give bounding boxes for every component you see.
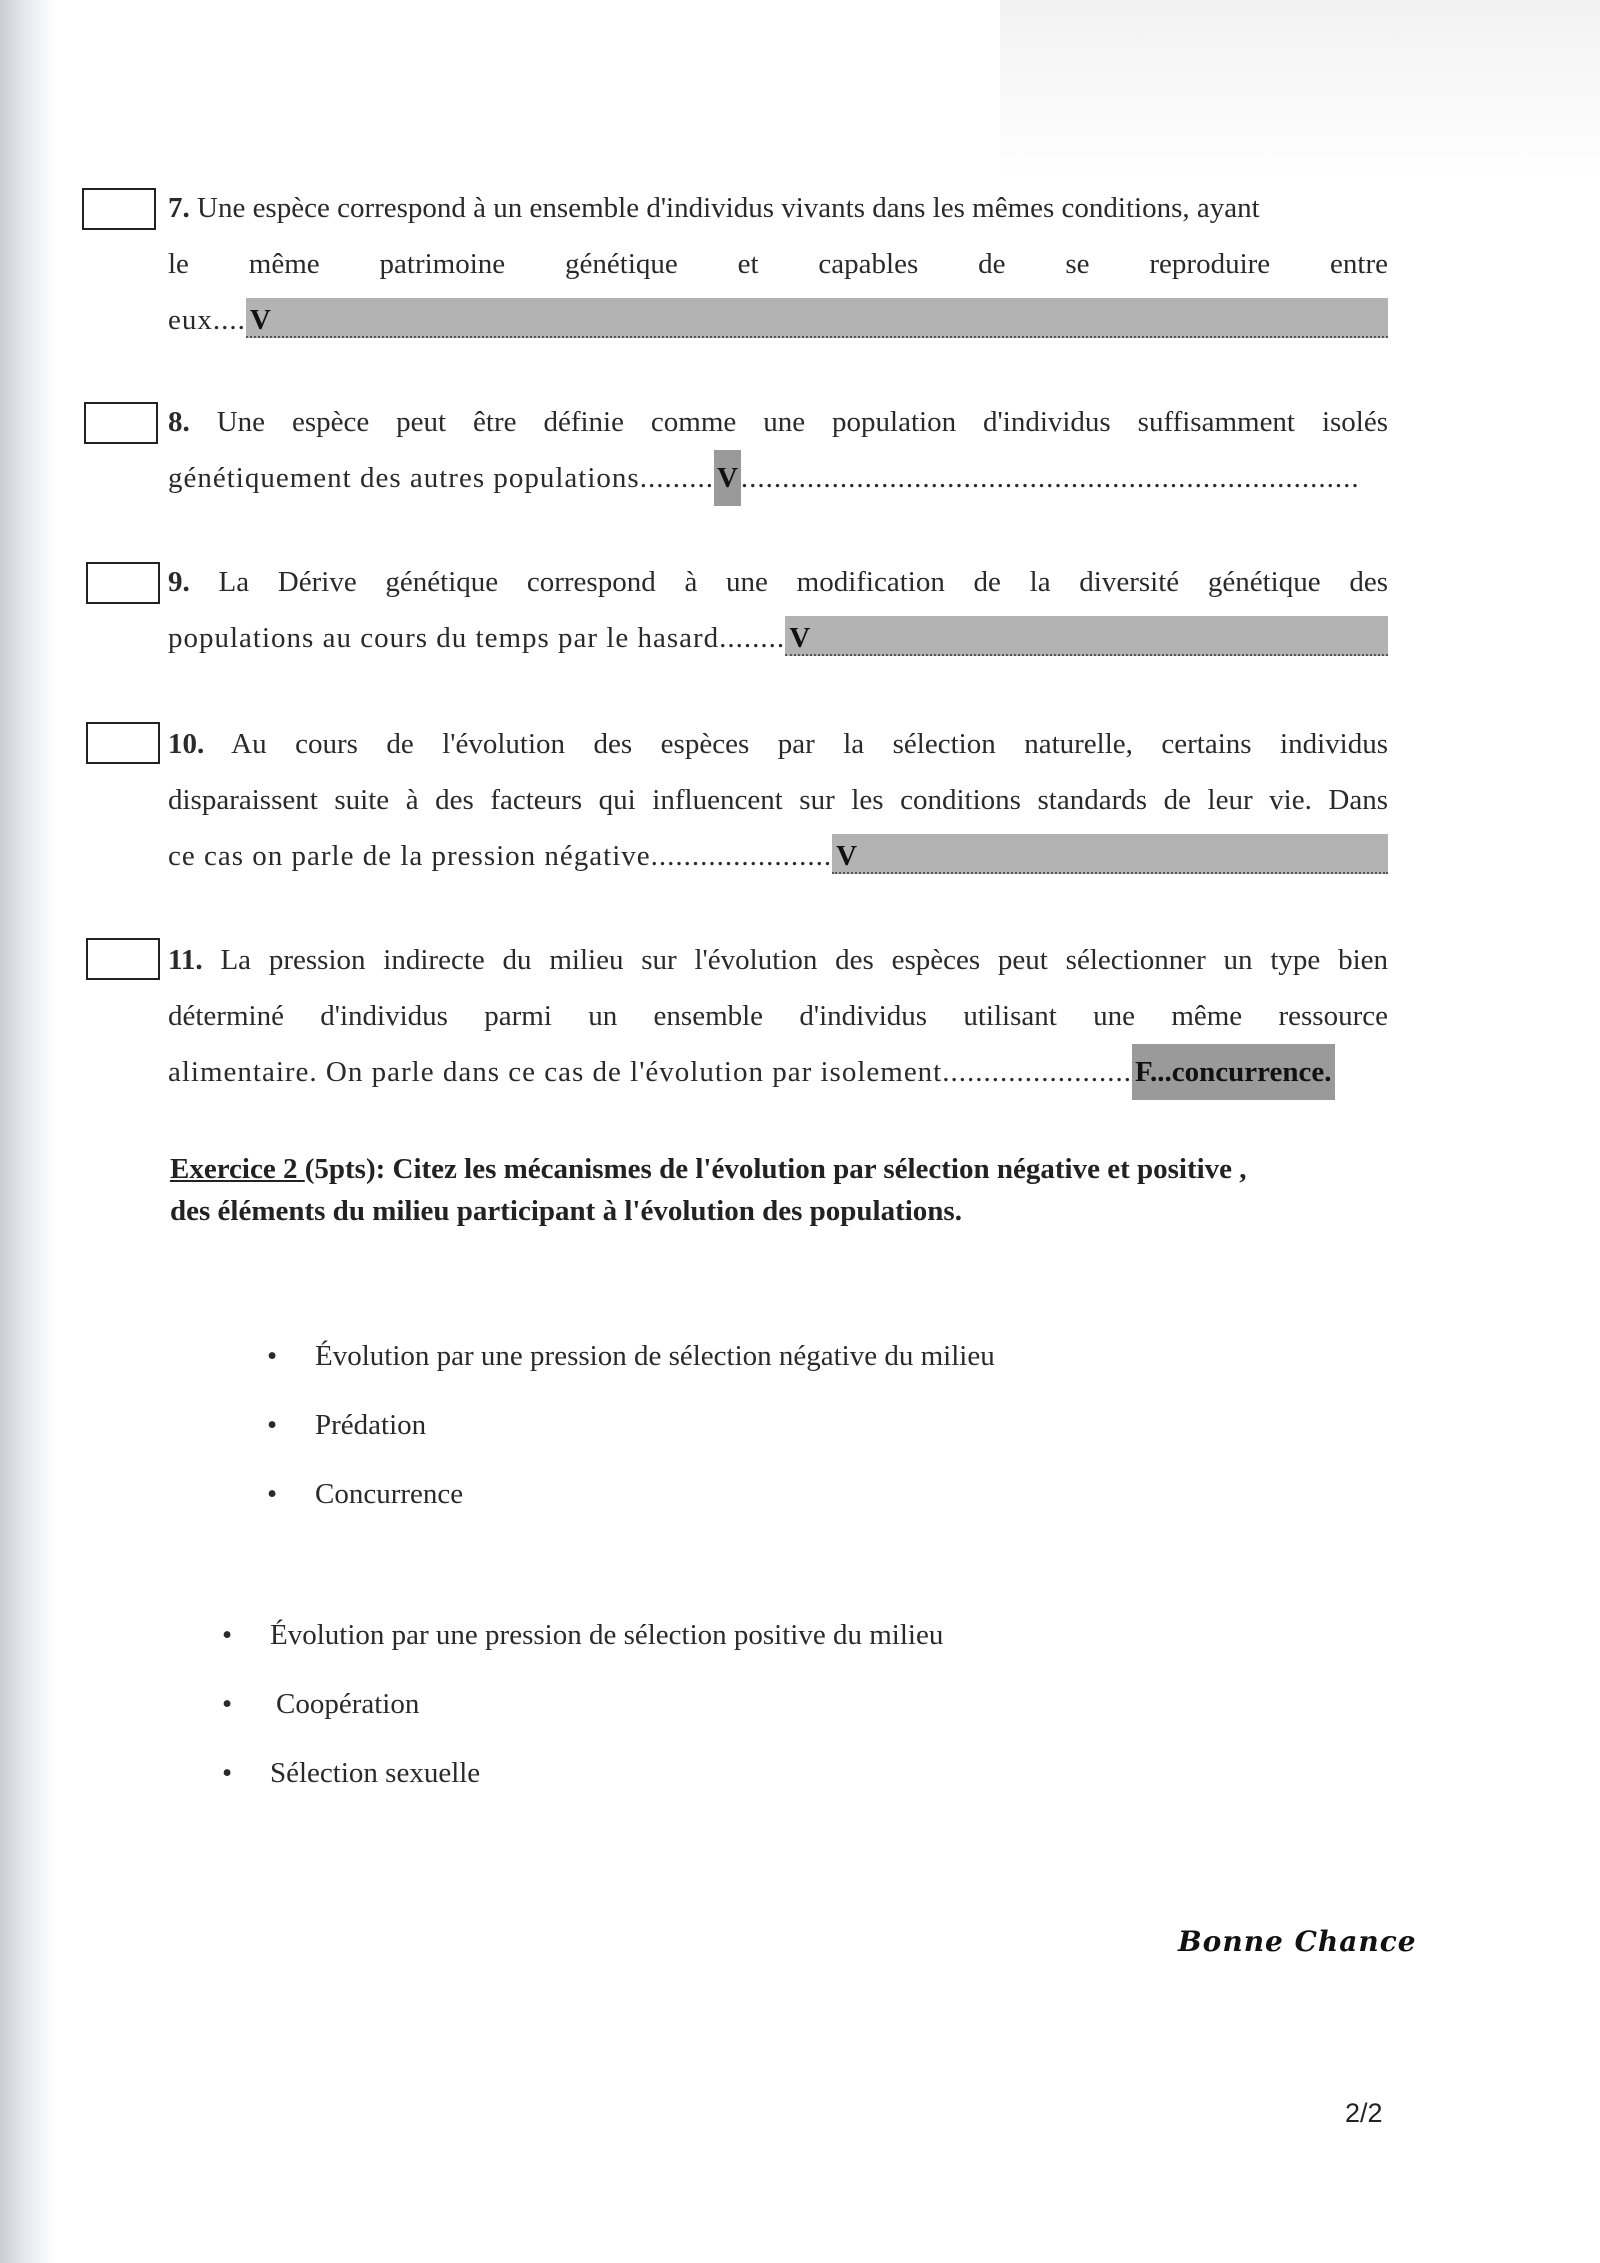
answer-highlight: V [714, 450, 741, 506]
bullet-icon: • [222, 1688, 233, 1720]
list-item: • Concurrence [267, 1460, 995, 1529]
question-number: 8. [168, 406, 190, 438]
question-8 [168, 394, 1388, 506]
answer-highlight: V [832, 834, 1388, 874]
question-10-line2: disparaissent suite à des facteurs qui influencent sur les conditions standards de leur vie. Dans [168, 784, 1388, 816]
answer-highlight: V [785, 616, 1388, 656]
question-9-line1: 9. La Dérive génétique correspond à une modification de la diversité génétique des [168, 566, 1388, 598]
question-number: 9. [168, 566, 190, 598]
question-7-line1: 7. Une espèce correspond à un ensemble d'individus vivants dans les mêmes conditions, ayant [168, 192, 1260, 224]
exercise-2-title: Exercice 2 [170, 1153, 305, 1185]
question-10 [168, 716, 1388, 884]
list-item: • Coopération [222, 1670, 943, 1739]
list-item: • Évolution par une pression de sélection positive du milieu [222, 1601, 943, 1670]
answer-checkbox-q7[interactable] [82, 188, 156, 230]
question-9-answer-line: populations au cours du temps par le hasard........ V [168, 610, 1388, 666]
negative-selection-list [267, 1322, 995, 1529]
list-item: • Prédation [267, 1391, 995, 1460]
answer-checkbox-q10[interactable] [86, 722, 160, 764]
exercise-2-heading [170, 1148, 1400, 1232]
scan-shadow [0, 0, 55, 2263]
question-7-answer-line: eux.... V [168, 292, 1388, 348]
positive-selection-list [222, 1601, 943, 1808]
answer-checkbox-q8[interactable] [84, 402, 158, 444]
bullet-icon: • [267, 1478, 278, 1510]
list-item: • Sélection sexuelle [222, 1739, 943, 1808]
answer-highlight: F...concurrence. [1132, 1044, 1335, 1100]
exercise-2-line2: des éléments du milieu participant à l'évolution des populations. [170, 1195, 962, 1227]
bullet-icon: • [267, 1409, 278, 1441]
bullet-icon: • [222, 1757, 233, 1789]
question-11-line2: déterminé d'individus parmi un ensemble d'individus utilisant une même ressource [168, 1000, 1388, 1032]
answer-checkbox-q9[interactable] [86, 562, 160, 604]
question-10-line1: 10. Au cours de l'évolution des espèces par la sélection naturelle, certains individus [168, 728, 1388, 760]
question-9 [168, 554, 1388, 666]
question-8-line1: 8. Une espèce peut être définie comme une population d'individus suffisamment isolés [168, 406, 1388, 438]
question-number: 11. [168, 944, 203, 976]
exercise-2-line1: Exercice 2 (5pts): Citez les mécanismes de l'évolution par sélection négative et positive , [170, 1153, 1247, 1185]
question-10-answer-line: ce cas on parle de la pression négative...................... V [168, 828, 1388, 884]
question-11-answer-line: alimentaire. On parle dans ce cas de l'évolution par isolement....................... F...concurrence. [168, 1044, 1388, 1100]
question-7-line2: le même patrimoine génétique et capables de se reproduire entre [168, 248, 1388, 280]
signature: Bonne Chance [1178, 1925, 1417, 1958]
answer-highlight: V [246, 298, 1388, 338]
question-number: 10. [168, 728, 205, 760]
question-11-line1: 11. La pression indirecte du milieu sur l'évolution des espèces peut sélectionner un type bien [168, 944, 1389, 976]
answer-checkbox-q11[interactable] [86, 938, 160, 980]
list-item: • Évolution par une pression de sélection négative du milieu [267, 1322, 995, 1391]
scan-shadow-top [1000, 0, 1600, 180]
bullet-icon: • [222, 1619, 233, 1651]
page-number: 2/2 [1345, 2098, 1383, 2128]
question-7 [168, 180, 1388, 348]
bullet-icon: • [267, 1340, 278, 1372]
question-11 [168, 932, 1388, 1100]
question-8-answer-line: génétiquement des autres populations......... V ........................................................................... [168, 450, 1388, 506]
question-number: 7. [168, 192, 190, 224]
